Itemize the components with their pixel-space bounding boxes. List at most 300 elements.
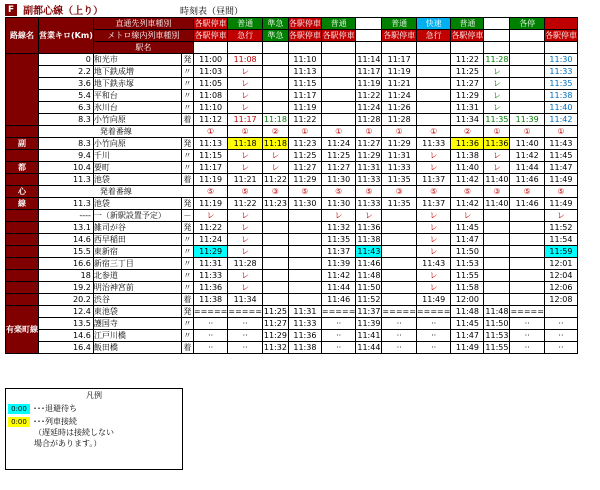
station-name: 北参道	[93, 270, 181, 282]
time-cell: 11:34	[451, 114, 484, 126]
through-type-6: 普通	[382, 18, 417, 30]
time-cell: 11:25	[263, 306, 287, 316]
time-cell: 11:49	[544, 174, 577, 186]
time-cell: 11:24	[193, 234, 228, 246]
time-cell: 11:19	[193, 174, 228, 186]
time-cell: ··	[228, 318, 263, 330]
time-cell: 11:24	[357, 102, 381, 112]
time-cell	[262, 78, 288, 90]
time-cell: 11:55	[451, 270, 484, 282]
time-cell: 11:45	[544, 150, 577, 162]
platform-cell: ③	[484, 186, 510, 198]
time-cell: 11:19	[357, 78, 381, 88]
legend-connect-text: ･･･列車接続	[33, 417, 77, 426]
time-cell: 11:33	[544, 66, 577, 78]
table-row	[6, 330, 578, 342]
platform-cell: ①	[510, 126, 545, 138]
side-band	[6, 174, 39, 186]
through-type-header: 直通先列車種別	[93, 18, 193, 30]
arr-dep-mark: 〃	[183, 270, 192, 280]
time-cell: レ	[416, 150, 451, 162]
blank-head-7	[416, 42, 451, 54]
time-cell: 11:28	[228, 258, 263, 270]
platform-cell: ①	[544, 126, 577, 138]
station-name: 千川	[93, 150, 181, 162]
time-cell: 11:45	[451, 222, 484, 234]
time-cell: レ	[228, 234, 263, 246]
time-cell: 11:25	[451, 66, 484, 78]
time-cell: 11:22	[357, 90, 381, 100]
time-cell: 11:28	[485, 54, 509, 64]
km-cell: 13.1	[39, 222, 94, 234]
time-cell	[262, 66, 288, 78]
time-cell: 11:33	[193, 270, 228, 282]
time-cell: レ	[321, 210, 356, 222]
time-cell: 11:54	[544, 234, 577, 246]
arr-dep-mark: 発	[183, 54, 192, 64]
time-cell	[262, 54, 288, 66]
time-cell: =====	[416, 306, 451, 316]
time-cell: 11:05	[193, 78, 228, 90]
metro-type-0: 各駅停車	[194, 30, 227, 40]
platform-cell: ①	[382, 126, 417, 138]
table-row	[6, 210, 578, 222]
time-cell: 12:04	[544, 270, 577, 282]
time-cell: 11:38	[288, 342, 321, 354]
platform-row	[6, 186, 578, 198]
time-cell: 11:08	[193, 90, 228, 102]
time-cell: 11:29	[451, 90, 484, 102]
platform-cell: ①	[356, 126, 382, 138]
station-name: 平和台	[93, 90, 181, 102]
time-cell	[544, 306, 577, 318]
time-cell	[321, 54, 356, 66]
time-cell: 11:21	[228, 174, 263, 186]
table-row	[6, 234, 578, 246]
time-cell: 11:41	[357, 330, 381, 340]
metro-type-2: 準急	[262, 30, 288, 42]
blank-head-2	[262, 42, 288, 54]
time-cell: ··	[510, 342, 545, 354]
time-cell: 11:50	[485, 318, 509, 328]
time-cell	[288, 246, 321, 258]
time-cell	[484, 234, 510, 246]
time-cell	[262, 90, 288, 102]
time-cell: 11:59	[544, 246, 577, 258]
time-cell: 11:46	[510, 198, 545, 210]
time-cell: ··	[510, 318, 545, 330]
time-cell: 11:15	[288, 78, 321, 90]
time-cell	[262, 258, 288, 270]
blank-head-0	[193, 42, 228, 54]
time-cell: 11:52	[357, 294, 381, 304]
time-cell: レ	[262, 162, 288, 174]
time-cell: レ	[228, 66, 263, 78]
time-cell: レ	[416, 270, 451, 282]
timetable-header	[5, 3, 103, 16]
yurakucho-band: 有楽町線	[6, 306, 39, 354]
time-cell	[321, 90, 356, 102]
arr-dep-mark: 〃	[183, 78, 192, 88]
time-cell: ··	[321, 318, 356, 330]
station-name: 江戸川橋	[93, 330, 181, 342]
time-cell	[510, 294, 545, 306]
side-band: 都	[6, 162, 39, 174]
time-cell	[382, 234, 417, 246]
time-cell: 11:19	[193, 198, 228, 210]
station-name: 渋谷	[93, 294, 181, 306]
time-cell: 11:39	[510, 114, 545, 126]
time-cell: レ	[484, 162, 510, 174]
platform-cell: ①	[288, 126, 321, 138]
km-cell: 8.3	[39, 114, 94, 126]
time-cell: 11:36	[288, 330, 321, 342]
station-name: 東新宿	[93, 246, 181, 258]
time-cell: 11:33	[288, 318, 321, 330]
time-cell: ··	[321, 330, 356, 342]
through-type-2: 準急	[262, 18, 288, 30]
time-cell	[484, 246, 510, 258]
metro-type-9	[484, 30, 510, 42]
platform-cell: ②	[451, 126, 484, 138]
time-cell: 11:24	[321, 138, 356, 150]
km-cell: 3.6	[39, 78, 94, 90]
time-cell	[262, 222, 288, 234]
time-cell: 11:08	[228, 54, 263, 66]
station-name: 新宿三丁目	[93, 258, 181, 270]
arr-dep-mark: 〃	[183, 234, 192, 244]
platform-cell: ②	[262, 126, 288, 138]
table-row	[6, 294, 578, 306]
time-cell: 11:39	[357, 318, 381, 328]
km-cell: 2.2	[39, 66, 94, 78]
time-cell: 11:35	[485, 114, 509, 124]
km-cell: 6.3	[39, 102, 94, 114]
table-row	[6, 78, 578, 90]
time-cell: レ	[228, 282, 263, 294]
time-cell	[510, 54, 545, 66]
time-cell: 11:46	[510, 174, 545, 186]
route-header: 路線名	[6, 18, 39, 54]
side-band	[6, 222, 39, 234]
time-cell: 11:50	[357, 282, 381, 292]
time-cell: 11:39	[321, 258, 356, 270]
km-cell: 13.5	[39, 318, 94, 330]
time-cell	[382, 210, 417, 222]
time-cell: 12:00	[451, 294, 484, 306]
km-cell: 8.3	[39, 138, 94, 150]
time-cell: レ	[193, 210, 228, 222]
time-cell	[416, 114, 451, 126]
time-cell: 11:18	[263, 114, 287, 124]
time-cell: 11:15	[193, 150, 228, 162]
blank-head-11	[544, 42, 577, 54]
time-cell: レ	[228, 246, 263, 258]
time-cell	[484, 258, 510, 270]
time-cell	[262, 246, 288, 258]
through-type-3: 各駅停車	[288, 18, 321, 28]
time-cell: 11:33	[357, 174, 381, 184]
time-cell: 11:25	[288, 150, 321, 162]
time-cell: 11:40	[451, 162, 484, 174]
time-cell: ··	[544, 330, 577, 342]
time-cell: 12:01	[544, 258, 577, 270]
time-cell: レ	[416, 210, 451, 222]
side-band: 線	[6, 198, 39, 210]
time-cell: 11:42	[451, 174, 484, 186]
station-name: 要町	[93, 162, 181, 174]
legend-swatch-connect: 0:00	[8, 417, 30, 427]
time-cell: レ	[484, 90, 510, 102]
station-name: 氷川台	[93, 102, 181, 114]
time-cell: =====	[382, 306, 416, 316]
time-cell: 11:19	[288, 102, 321, 114]
time-cell: 11:10	[288, 54, 321, 66]
time-cell: レ	[416, 282, 451, 294]
time-cell	[288, 210, 321, 222]
time-cell: 11:26	[382, 102, 417, 114]
time-cell: 11:40	[510, 138, 545, 150]
timetable-subtitle: 時刻表（昼間）	[180, 7, 244, 17]
time-cell: レ	[228, 150, 263, 162]
time-cell: ··	[544, 342, 577, 354]
time-cell: 11:44	[357, 342, 381, 352]
time-cell: 11:35	[321, 234, 356, 246]
km-cell: 11.3	[39, 198, 94, 210]
time-cell: 11:42	[321, 270, 356, 282]
arr-dep-mark: 〃	[183, 150, 192, 160]
time-cell: 11:36	[193, 282, 228, 294]
time-cell: 11:53	[485, 330, 509, 340]
blank-head-9	[484, 42, 510, 54]
time-cell: 11:17	[288, 90, 321, 102]
legend-title: 凡例	[86, 391, 102, 400]
platform-cell: ①	[484, 126, 510, 138]
time-cell: ··	[416, 342, 451, 354]
km-cell: 9.4	[39, 150, 94, 162]
table-row	[6, 318, 578, 330]
time-cell: 11:31	[382, 150, 417, 162]
arr-dep-mark: 着	[183, 174, 192, 184]
time-cell	[484, 282, 510, 294]
time-cell: 11:18	[228, 138, 263, 150]
time-cell	[510, 246, 545, 258]
time-cell: 11:45	[451, 318, 484, 330]
time-cell	[510, 102, 545, 114]
platform-cell: ①	[228, 126, 263, 138]
time-cell: 11:22	[288, 114, 321, 126]
time-cell	[416, 66, 451, 78]
km-cell: 16.6	[39, 258, 94, 270]
station-name: 飯田橋	[93, 342, 181, 354]
time-cell: 11:29	[263, 330, 287, 340]
station-name: 西早稲田	[93, 234, 181, 246]
time-cell	[510, 282, 545, 294]
time-cell: 11:33	[382, 162, 417, 174]
arr-dep-mark: 〃	[183, 258, 192, 268]
side-band	[6, 246, 39, 258]
metro-type-8: 各駅停車	[451, 30, 484, 40]
time-cell: 11:38	[357, 234, 381, 244]
time-cell: 12:08	[544, 294, 577, 306]
time-cell	[510, 78, 545, 90]
time-cell	[416, 102, 451, 114]
time-cell	[484, 270, 510, 282]
table-row	[6, 342, 578, 354]
time-cell: 11:46	[357, 258, 381, 268]
time-cell: 11:36	[485, 138, 509, 148]
time-cell: 11:10	[193, 102, 228, 114]
side-band	[6, 294, 39, 306]
arr-dep-mark: 着	[183, 294, 192, 304]
time-cell	[262, 210, 288, 222]
time-cell: 11:46	[321, 294, 356, 306]
time-cell: 11:14	[357, 54, 381, 64]
time-cell: ··	[228, 330, 263, 342]
time-cell: 11:17	[382, 54, 417, 66]
metro-type-4: 各駅停車	[322, 30, 355, 40]
time-cell: 11:31	[451, 102, 484, 114]
time-cell: 11:52	[544, 222, 577, 234]
time-cell: ··	[321, 342, 356, 354]
time-cell: 11:29	[193, 246, 228, 258]
time-cell: 11:37	[416, 174, 451, 186]
station-name: 東池袋	[93, 306, 181, 318]
time-cell	[288, 258, 321, 270]
time-cell: ··	[228, 342, 263, 354]
time-cell: 11:30	[321, 198, 356, 210]
time-cell: 11:22	[451, 54, 484, 66]
table-row	[6, 66, 578, 78]
blank-head-3	[288, 42, 321, 54]
km-cell: 11.3	[39, 174, 94, 186]
time-cell: 11:38	[193, 294, 228, 306]
time-cell: 11:17	[193, 162, 228, 174]
metro-type-6: 各駅停車	[383, 30, 416, 40]
time-cell	[416, 78, 451, 90]
time-cell: 11:22	[263, 174, 287, 184]
time-cell: 11:24	[382, 90, 417, 102]
blank-head-1	[228, 42, 263, 54]
metro-type-header: メトロ線内列車種別	[93, 30, 193, 42]
time-cell: 11:27	[321, 162, 356, 174]
time-cell	[510, 270, 545, 282]
time-cell	[262, 102, 288, 114]
time-cell: 11:27	[288, 162, 321, 174]
legend-note-1: （遅延時は接続しない	[34, 428, 114, 437]
time-cell: 11:37	[416, 198, 451, 210]
station-name: 和光市	[93, 54, 181, 66]
time-cell	[382, 258, 417, 270]
table-row	[6, 246, 578, 258]
km-cell: 20.2	[39, 294, 94, 306]
line-badge: F	[5, 4, 17, 16]
time-cell	[382, 222, 417, 234]
time-cell: 11:33	[416, 138, 451, 150]
arr-dep-mark: 〃	[183, 102, 192, 112]
side-band	[6, 282, 39, 294]
time-cell	[382, 294, 417, 306]
side-band	[6, 126, 39, 138]
arr-dep-mark: 発	[183, 198, 192, 208]
side-band	[6, 258, 39, 270]
legend-note-2: 場合があります。）	[34, 439, 102, 448]
table-row	[6, 150, 578, 162]
time-cell: レ	[416, 246, 451, 258]
platform-cell: ③	[262, 186, 288, 198]
km-cell: 18	[39, 270, 94, 282]
time-cell: レ	[451, 210, 484, 222]
metro-type-1: 急行	[228, 30, 263, 42]
through-type-4: 普通	[321, 18, 356, 30]
platform-cell: ①	[416, 126, 451, 138]
time-cell	[416, 90, 451, 102]
time-cell: 11:37	[321, 246, 356, 258]
km-cell: ----	[39, 210, 94, 222]
metro-type-3: 各駅停車	[288, 30, 321, 40]
km-cell: 19.2	[39, 282, 94, 294]
table-row	[6, 258, 578, 270]
table-row	[6, 114, 578, 126]
side-band	[6, 234, 39, 246]
platform-label: 発着番線	[39, 126, 194, 138]
time-cell: レ	[416, 162, 451, 174]
timetable-grid	[5, 17, 578, 354]
arr-dep-mark: 〃	[183, 330, 192, 340]
time-cell: 11:53	[451, 258, 484, 270]
time-cell: 11:22	[193, 222, 228, 234]
legend-swatch-wait: 0:00	[8, 404, 30, 414]
time-cell: レ	[228, 162, 263, 174]
time-cell	[288, 294, 321, 306]
time-cell	[262, 294, 288, 306]
time-cell: 11:44	[510, 162, 545, 174]
arr-dep-mark: 着	[183, 114, 192, 124]
time-cell	[510, 90, 545, 102]
through-type-0: 各駅停車	[194, 18, 227, 28]
time-cell: 11:48	[451, 306, 484, 318]
arr-dep-mark: 〃	[183, 162, 192, 172]
km-cell: 5.4	[39, 90, 94, 102]
blank-head-5	[356, 42, 382, 54]
km-cell: 14.6	[39, 234, 94, 246]
blank-head-6	[382, 42, 417, 54]
time-cell: 11:23	[288, 138, 321, 150]
time-cell: 11:32	[263, 342, 287, 352]
table-row	[6, 222, 578, 234]
time-cell: 11:37	[357, 306, 381, 316]
platform-cell: ⑤	[416, 186, 451, 198]
station-name: 小竹向原	[93, 138, 181, 150]
time-cell	[262, 282, 288, 294]
time-cell: 11:27	[357, 138, 381, 148]
time-cell: 11:42	[451, 198, 484, 210]
table-row	[6, 198, 578, 210]
time-cell: 11:42	[510, 150, 545, 162]
table-row	[6, 162, 578, 174]
time-cell: レ	[416, 222, 451, 234]
time-cell	[510, 66, 545, 78]
time-cell: レ	[356, 210, 382, 222]
time-cell	[288, 222, 321, 234]
time-cell: 11:03	[193, 66, 228, 78]
time-cell: 11:43	[357, 246, 381, 256]
through-type-8: 普通	[451, 18, 484, 30]
time-cell: 11:12	[193, 114, 228, 126]
time-cell: 12:06	[544, 282, 577, 294]
time-cell	[288, 270, 321, 282]
blank-head-10	[510, 42, 545, 54]
